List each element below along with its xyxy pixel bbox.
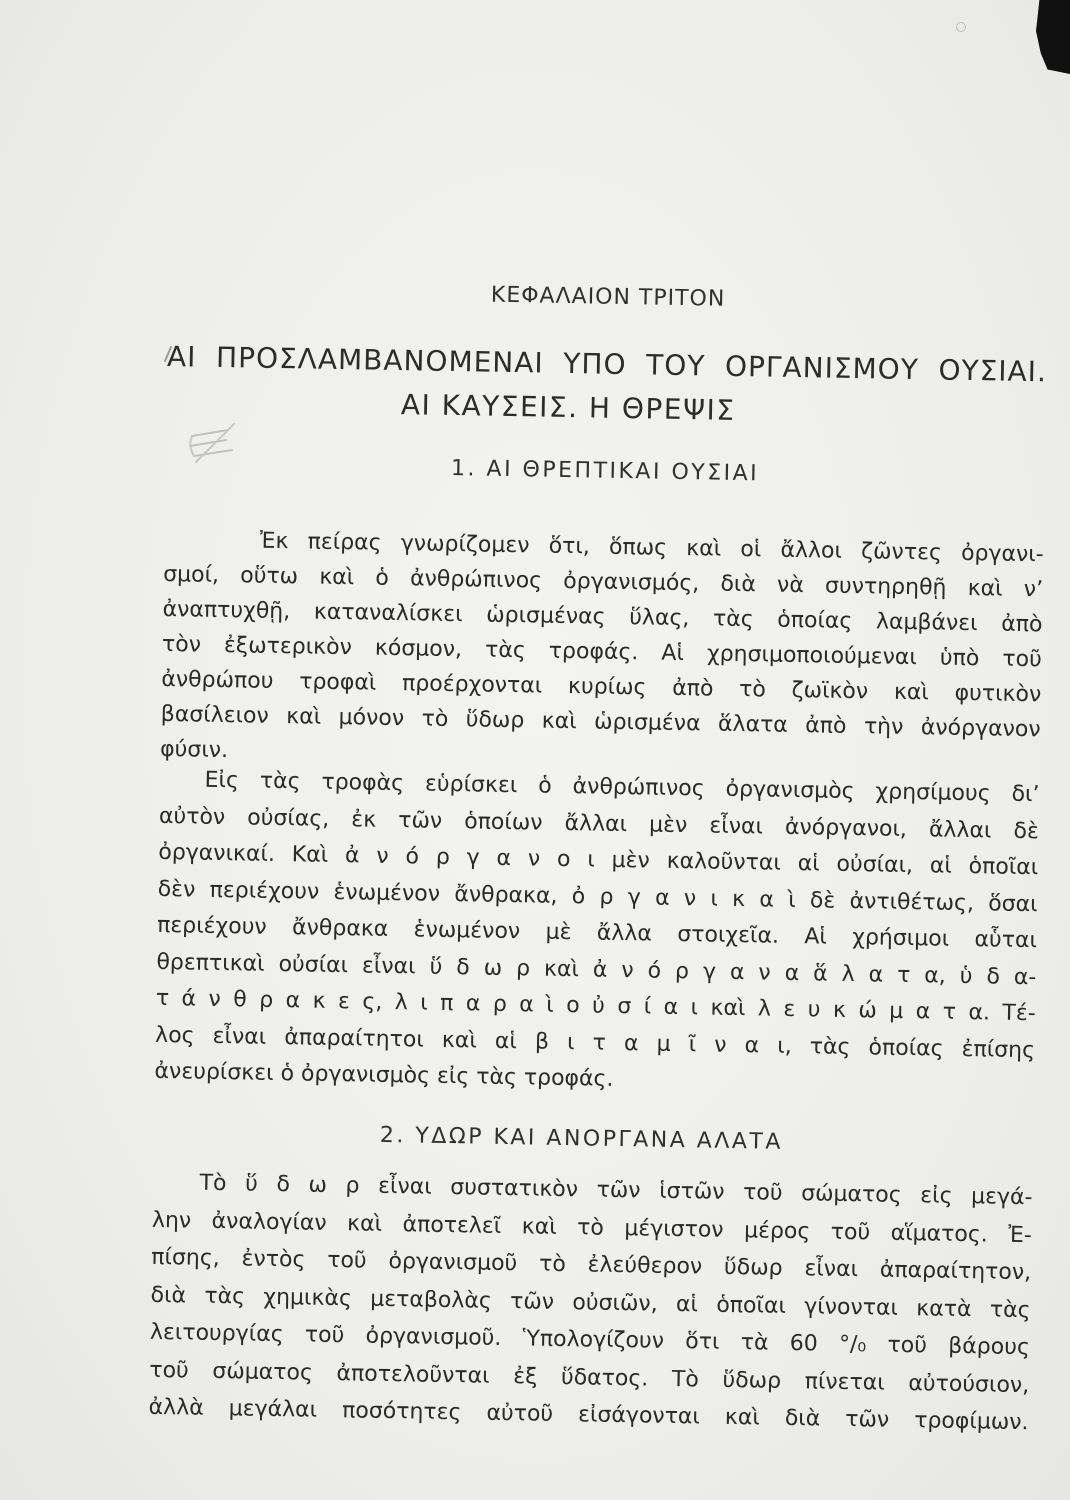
chapter-title-line: ΑΙ ΠΡΟΣΛΑΜΒΑΝΟΜΕΝΑΙ ΥΠΟ ΤΟΥ ΟΡΓΑΝΙΣΜΟΥ ΟΥΣΙΑΙ. [166,339,1048,389]
chapter-title [166,335,1047,438]
text-line: πίσης, ἐντὸς τοῦ ὀργανισμοῦ τὸ ἐλεύθερον ὕδωρ εἶναι ἀπαραίτητον, [151,1244,1032,1286]
text-line: δὲν περιέχουν ἑνωμένον ἄνθρακα, ὀ ρ γ α ν ι κ α ὶ δὲ ἀντιθέτως, ὅσαι [157,876,1038,917]
text-line: τ ά ν θ ρ α κ ε ς, λ ι π α ρ α ὶ ο ὐ σ ί α ι καὶ λ ε υ κ ώ μ α τ α. Τέ- [155,985,1036,1027]
text-line: αὐτὸν οὐσίας, ἐκ τῶν ὁποίων ἄλλαι μὲν εἶναι ἀνόργανοι, ἄλλαι δὲ [158,803,1040,844]
paragraph [154,762,1040,1106]
paragraph [148,1164,1032,1442]
text-line: λην ἀναλογίαν καὶ ἀποτελεῖ καὶ τὸ μέγιστον μέρος τοῦ αἵματος. Ἐ- [151,1207,1033,1248]
text-line: ὀργανικαί. Καὶ ἀ ν ό ρ γ α ν ο ι μὲν καλοῦνται αἱ οὐσίαι, αἱ ὁποῖαι [158,839,1039,881]
text-line: Τὸ ὕ δ ω ρ εἶναι συστατικὸν τῶν ἱστῶν τοῦ σώματος εἰς μεγά- [199,1170,1033,1211]
text-line: Εἰς τὰς τροφὰς εὑρίσκει ὁ ἀνθρώπινος ὀργανισμὸς χρησίμους δι’ [204,767,1040,808]
text-line: περιέχουν ἄνθρακα ἑνωμένον μὲ ἄλλα στοιχεῖα. Αἱ χρήσιμοι αὗται [156,912,1038,954]
text-line: σμοί, οὕτω καὶ ὁ ἀνθρώπινος ὀργανισμός, διὰ νὰ συντηρηθῇ καὶ ν’ [162,561,1044,603]
text-line: λος εἶναι ἀπαραίτητοι καὶ αἱ β ι τ α μ ῖ ν α ι, τὰς ὁποίας ἐπίσης [154,1022,1036,1063]
text-line: βασίλειον καὶ μόνον τὸ ὕδωρ καὶ ὡρισμένα ἅλατα ἀπὸ τὴν ἀνόργανον [160,701,1041,743]
text-line: τὸν ἐξωτερικὸν κόσμον, τὰς τροφάς. Αἱ χρησιμοποιούμεναι ὑπὸ τοῦ [161,631,1043,673]
page-content [148,270,1048,1445]
text-line: ἀναπτυχθῇ, καταναλίσκει ὡρισμένας ὕλας, τὰς ὁποίας λαμβάνει ἀπὸ [162,596,1043,638]
text-line: ἀνθρώπου τροφαὶ προέρχονται κυρίως ἀπὸ τὸ ζωϊκὸν καὶ φυτικὸν [161,666,1042,708]
text-line: λειτουργίας τοῦ ὀργανισμοῦ. Ὑπολογίζουν ὅτι τὰ 60 °/₀ τοῦ βάρους [149,1319,1031,1361]
text-line: θρεπτικαὶ οὐσίαι εἶναι ὕ δ ω ρ καὶ ἀ ν ό ρ γ α ν α ἅ λ α τ α, ὑ δ α- [156,949,1037,990]
text-line: Ἐκ πείρας γνωρίζομεν ὅτι, ὅπως καὶ οἱ ἄλλοι ζῶντες ὀργανι- [259,528,1044,568]
dust-speck [956,22,966,32]
paragraph [160,522,1044,782]
chapter-title-line: ΑΙ ΚΑΥΣΕΙΣ. Η ΘΡΕΨΙΣ [400,388,736,427]
text-line: φύσιν. [159,736,229,764]
text-line: ἀνευρίσκει ὁ ὀργανισμὸς εἰς τὰς τροφάς. [154,1058,614,1092]
text-line: ἀλλὰ μεγάλαι ποσότητες αὐτοῦ εἰσάγονται καὶ διὰ τῶν τροφίμων. [148,1394,1029,1436]
section-heading: 1. ΑΙ ΘΡΕΠΤΙΚΑΙ ΟΥΣΙΑΙ [450,455,760,487]
chapter-heading: ΚΕΦΑΛΑΙΟΝ ΤΡΙΤΟΝ [490,282,726,312]
text-line: διὰ τὰς χημικὰς μεταβολὰς τῶν οὐσιῶν, αἱ ὁποῖαι γίνονται κατὰ τὰς [150,1282,1031,1323]
section-heading: 2. ΥΔΩΡ ΚΑΙ ΑΝΟΡΓΑΝΑ ΑΛΑΤΑ [379,1122,784,1155]
scan-edge-artifact [1036,0,1070,74]
text-line: τοῦ σώματος ἀποτελοῦνται ἐξ ὕδατος. Τὸ ὕδωρ πίνεται αὐτούσιον, [149,1357,1030,1398]
